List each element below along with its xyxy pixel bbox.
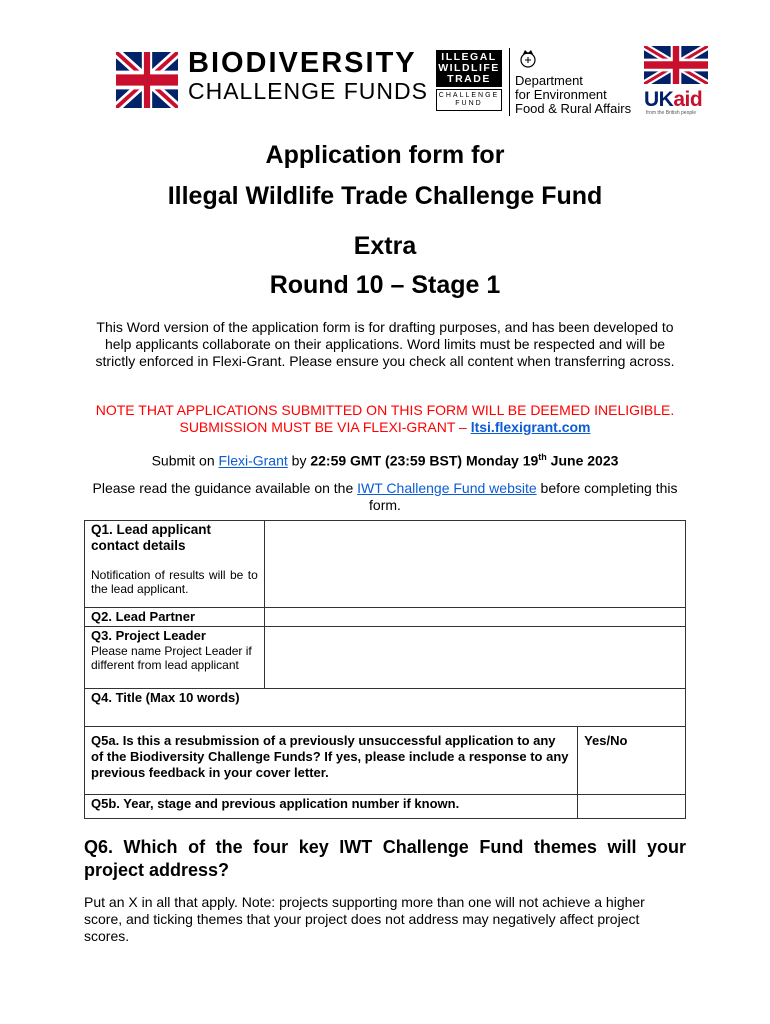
- q4-label[interactable]: Q4. Title (Max 10 words): [85, 689, 686, 727]
- q6-note: Put an X in all that apply. Note: projects supporting more than one will not achieve a higher score, and ticking themes that your project does not address may negatively affect project scores.: [84, 894, 645, 944]
- q1-answer-field[interactable]: [264, 521, 685, 608]
- flexigrant-url-link[interactable]: ltsi.flexigrant.com: [470, 419, 591, 435]
- q5b-label: Q5b. Year, stage and previous application number if known.: [85, 795, 578, 819]
- intro-paragraph: This Word version of the application form is for drafting purposes, and has been developed to help applicants collaborate on their applications. Word limits must be respected and will be strictly enforced in Flexi-Grant. Please ensure you check all content when transferring across.: [95, 319, 675, 369]
- ukaid-wordmark: [644, 88, 702, 112]
- submit-deadline-sup: th: [538, 452, 547, 462]
- biodiversity-logo: [188, 48, 428, 104]
- q6-heading: Q6. Which of the four key IWT Challenge Fund themes will your project address?: [84, 837, 686, 880]
- q1-note: Notification of results will be to the lead applicant.: [91, 568, 258, 596]
- q2-label: Q2. Lead Partner: [85, 608, 265, 627]
- guidance-line: [90, 480, 680, 514]
- ukaid-uk: UK: [644, 88, 674, 111]
- guidance-prefix: Please read the guidance available on the: [92, 480, 358, 496]
- iwt-logo: [436, 50, 502, 110]
- royal-crest-icon: [517, 48, 539, 75]
- title-line1: Application form for: [265, 141, 505, 169]
- q5b-row: [85, 795, 686, 819]
- application-form-table: [84, 520, 686, 819]
- submit-line: [90, 449, 680, 470]
- ukaid-aid: aid: [673, 88, 703, 111]
- iwt-logo-sub2: FUND: [455, 100, 483, 107]
- title-line3: Extra: [353, 232, 417, 260]
- q2-answer-field[interactable]: [264, 608, 685, 627]
- ukaid-tagline: from the British people: [646, 110, 697, 116]
- iwt-logo-line3: TRADE: [447, 73, 491, 85]
- submit-deadline: 22:59 GMT (23:59 BST) Monday 19: [310, 452, 539, 469]
- q1-label: Q1. Lead applicant contact details: [91, 522, 212, 553]
- title-line4: Round 10 – Stage 1: [269, 271, 501, 299]
- q3-answer-field[interactable]: [264, 627, 685, 689]
- flexi-grant-link[interactable]: Flexi-Grant: [218, 452, 288, 469]
- q5a-label: Q5a. Is this a resubmission of a previously unsuccessful application to any of the Biodiversity Challenge Funds? If yes, please include a response to any previous feedback in your cover letter.: [85, 727, 578, 795]
- biodiversity-logo-title: BIODIVERSITY: [188, 47, 417, 79]
- submit-deadline-end: June 2023: [546, 452, 619, 469]
- union-flag-icon: [116, 52, 178, 108]
- defra-line2: for Environment: [515, 87, 607, 102]
- q1-label-cell: [85, 521, 265, 608]
- iwt-website-link[interactable]: IWT Challenge Fund website: [357, 480, 537, 496]
- q2-row: [85, 608, 686, 627]
- q3-label: Q3. Project Leader: [91, 628, 206, 643]
- q3-label-cell: [85, 627, 265, 689]
- q1-row: [85, 521, 686, 608]
- defra-line1: Department: [515, 73, 583, 88]
- q4-row: [85, 689, 686, 727]
- q5a-answer-field[interactable]: Yes/No: [578, 727, 686, 795]
- guidance-suffix: before completing this form.: [369, 480, 678, 513]
- q5a-row: [85, 727, 686, 795]
- defra-line3: Food & Rural Affairs: [515, 101, 632, 116]
- iwt-logo-sub1: CHALLENGE: [438, 92, 500, 99]
- notice-text: NOTE THAT APPLICATIONS SUBMITTED ON THIS FORM WILL BE DEEMED INELIGIBLE. SUBMISSION MUST BE VIA FLEXI-GRANT –: [95, 402, 675, 435]
- ineligible-notice: [90, 402, 680, 436]
- q3-note: Please name Project Leader if different from lead applicant: [91, 644, 252, 672]
- title-line2: Illegal Wildlife Trade Challenge Fund: [167, 182, 603, 210]
- submit-prefix: Submit on: [151, 452, 219, 469]
- q5b-answer-field[interactable]: [578, 795, 686, 819]
- iwt-logo-line2: WILDLIFE: [438, 62, 500, 74]
- ukaid-flag-icon: [644, 46, 708, 84]
- q3-row: [85, 627, 686, 689]
- iwt-logo-line1: ILLEGAL: [441, 51, 497, 63]
- submit-mid: by: [287, 452, 311, 469]
- biodiversity-logo-subtitle: CHALLENGE FUNDS: [188, 78, 428, 104]
- logo-row: [116, 44, 716, 118]
